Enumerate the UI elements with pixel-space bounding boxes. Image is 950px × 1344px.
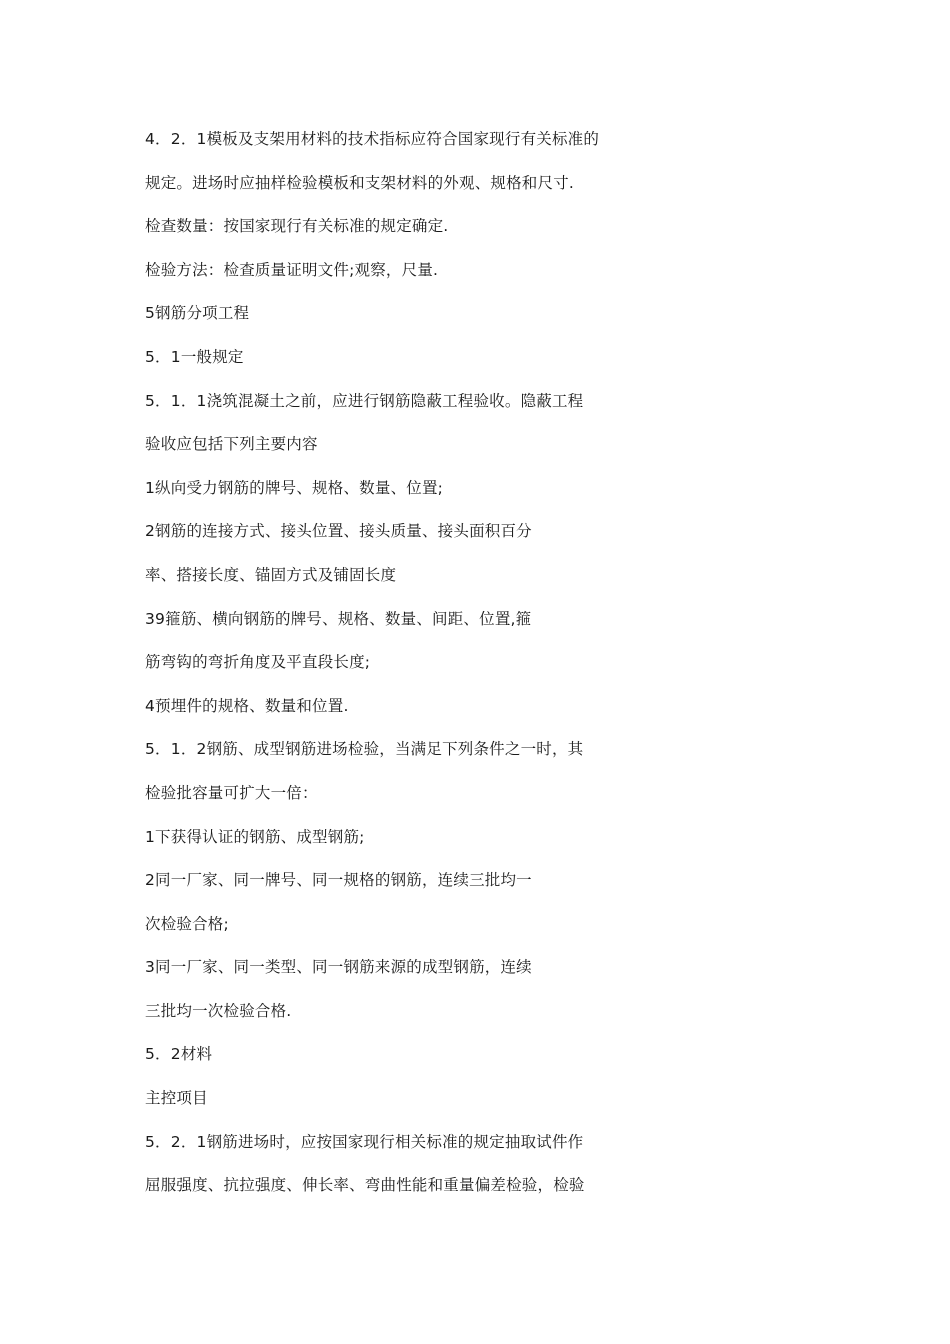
document-body bbox=[145, 118, 805, 1208]
text-line: 屈服强度、抗拉强度、伸长率、弯曲性能和重量偏差检验，检验 bbox=[145, 1176, 585, 1195]
text-line: 检查数量：按国家现行有关标准的规定确定. bbox=[145, 217, 449, 236]
list-item: 4预埋件的规格、数量和位置. bbox=[145, 696, 349, 715]
list-item: 3同一厂家、同一类型、同一钢筋来源的成型钢筋，连续 bbox=[145, 958, 532, 977]
text-line: 规定。进场时应抽样检验模板和支架材料的外观、规格和尺寸. bbox=[145, 173, 575, 192]
section-heading: 5钢筋分项工程 bbox=[145, 304, 250, 323]
text-line: 4．2．1模板及支架用材料的技术指标应符合国家现行有关标准的 bbox=[145, 130, 600, 148]
list-item: 2同一厂家、同一牌号、同一规格的钢筋，连续三批均一 bbox=[145, 871, 532, 890]
subsection-heading: 5．1一般规定 bbox=[145, 347, 244, 366]
text-line: 验收应包括下列主要内容 bbox=[145, 435, 318, 454]
text-line: 5．1．1浇筑混凝土之前，应进行钢筋隐蔽工程验收。隐蔽工程 bbox=[145, 391, 584, 410]
list-item: 1下获得认证的钢筋、成型钢筋; bbox=[145, 827, 365, 846]
list-item: 2钢筋的连接方式、接头位置、接头质量、接头面积百分 bbox=[145, 522, 532, 541]
list-item: 39箍筋、横向钢筋的牌号、规格、数量、间距、位置,箍 bbox=[145, 609, 532, 628]
text-line: 5．1．2钢筋、成型钢筋进场检验，当满足下列条件之一时，其 bbox=[145, 740, 584, 759]
text-line: 检验方法：检查质量证明文件;观察，尺量. bbox=[145, 260, 439, 279]
subsection-heading: 5．2材料 bbox=[145, 1045, 213, 1064]
text-line: 三批均一次检验合格. bbox=[145, 1001, 292, 1020]
list-item: 1纵向受力钢筋的牌号、规格、数量、位置; bbox=[145, 478, 444, 497]
text-line: 检验批容量可扩大一倍： bbox=[145, 783, 318, 802]
subsection-heading: 主控项目 bbox=[145, 1089, 208, 1108]
text-line: 筋弯钩的弯折角度及平直段长度; bbox=[145, 653, 371, 672]
text-line: 5．2．1钢筋进场时，应按国家现行相关标准的规定抽取试件作 bbox=[145, 1132, 584, 1151]
text-line: 率、搭接长度、锚固方式及铺固长度 bbox=[145, 565, 397, 584]
text-line: 次检验合格; bbox=[145, 914, 229, 933]
